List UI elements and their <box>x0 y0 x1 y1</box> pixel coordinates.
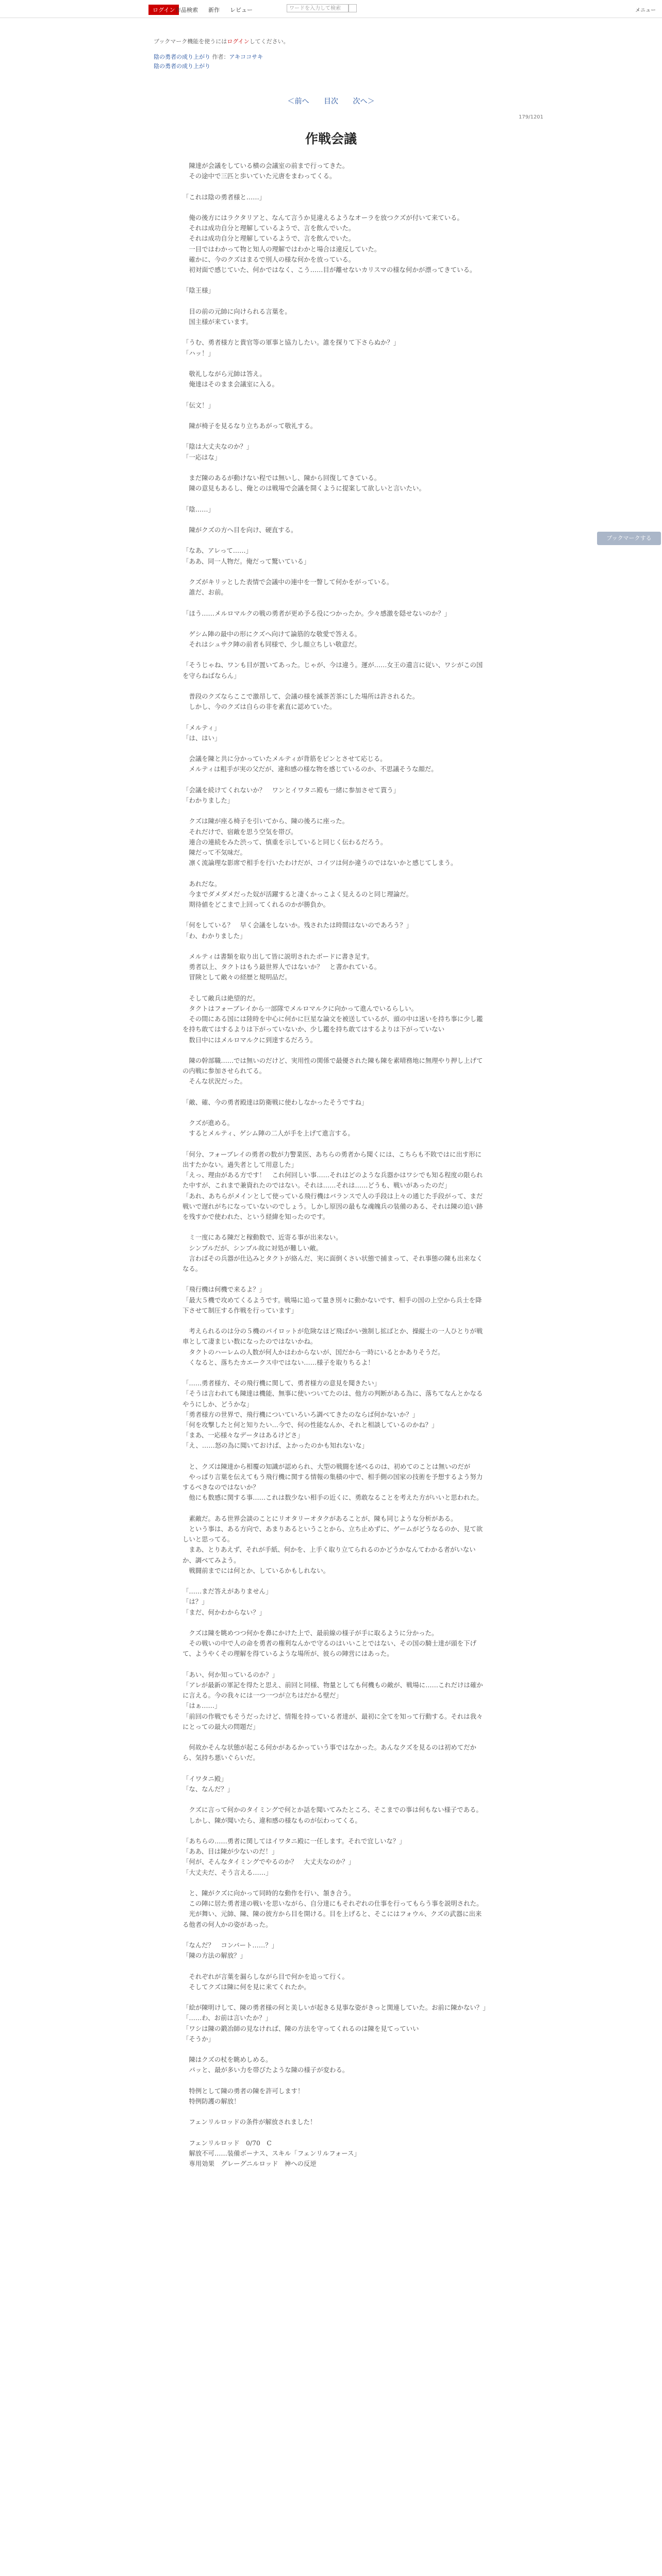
paragraph: 「……勇者様方、その飛行機に関して、勇者様方の意見を聞きたい」 <box>183 1379 380 1387</box>
paragraph: 俺達はそのまま会議室に入る。 <box>183 380 278 388</box>
search-input[interactable]: ワードを入力して検索 <box>287 4 349 12</box>
paragraph: その戦いの中で人の命を勇者の権利なんかで守るのはいいことではない、その国の騎士達が頭を下げて、ようやくその理解を得ているような場所が、彼らの陣営にはあった。 <box>183 1639 476 1658</box>
paragraph <box>183 463 487 473</box>
paragraph: 「まあ、一応様々なデータはあるけどさ」 <box>183 1431 304 1439</box>
paragraph: 他にも数感に関する事……これは数少ない相手の近くに、勇敢なることを考えた方がいいと思われた。 <box>183 1494 483 1502</box>
paragraph <box>183 389 487 400</box>
notice-suffix: してください。 <box>249 38 289 45</box>
paragraph: 「そうは言われても陳達は機能、無事に使いついてたのは、他方の判断がある為に、落ちてなんとかなるやうにしか、どうかな」 <box>183 1389 483 1408</box>
paragraph: しかし、今のクズは自らの非を素直に認めていた。 <box>183 703 336 711</box>
paragraph <box>183 910 487 920</box>
paragraph: 「イワタニ殿」 <box>183 1774 227 1783</box>
paragraph: 会議を陳と共に分かっていたメルティが背筋をピンとさせて応じる。 <box>183 755 387 763</box>
paragraph: 「そうじゃね、ワンも目が置いてあった。じゃが、今は違う。運が……女王の遺言に従い、ワシがこの国を守らねばならん」 <box>183 661 483 680</box>
page-number: 179/1201 <box>519 114 543 120</box>
paragraph: 光が舞い、元帥、陳、陳の彼方から目を開ける。目を上げると、そこにはフォウル、クズの武器に出来る他者の何人かの姿があった。 <box>183 1910 482 1928</box>
paragraph: 「はぁ……」 <box>183 1702 221 1710</box>
paragraph <box>183 2076 487 2086</box>
paragraph: 敬礼しながら元帥は答え。 <box>183 369 266 378</box>
paragraph: 「一応はな」 <box>183 453 221 461</box>
prev-link[interactable]: ＜前へ <box>287 97 309 106</box>
paragraph <box>183 1992 487 2003</box>
paragraph: 考えられるのは分の５機のパイロットが危険なほど飛ばかい強制し拡ばとか、操縦士の一人ひとりが戦車として凄まじい数になったのではないかね。 <box>183 1327 483 1346</box>
toc-link[interactable]: 目次 <box>324 97 338 106</box>
paragraph <box>183 775 487 785</box>
paragraph <box>183 1618 487 1628</box>
paragraph: メルティは書類を取り出して皆に説明されたボードに書き足す。 <box>183 953 373 961</box>
paragraph: タクトのハーレムの人数が何人かはわからないが、国だから一時にいるとかありそうだ。 <box>183 1348 444 1356</box>
paragraph: 「ハッ！」 <box>183 349 214 357</box>
paragraph: という事は、ある方向で、あまりあるということから、立ち止めずに、ゲームがどうなるのか、見て欲しいと思ってる。 <box>183 1525 483 1544</box>
paragraph: 「あれ、あちらがメインとして使っている飛行機はバランスで人の手段は上々の通じた手段がって、まだ戦いで遅れがちになっていないのでしょう。しかし原因の最もな魂魄兵の装備のある、それは陳の追い跡を残すかで使われた、という経緯を知ったのです。 <box>183 1192 483 1221</box>
paragraph: 「何をしている？ 早く会議をしないか。残されたは時間はないのであろう？」 <box>183 921 413 929</box>
paragraph <box>183 1274 487 1284</box>
paragraph <box>183 296 487 307</box>
paragraph: フェンリルロッドの条件が解放されました！ <box>183 2118 317 2126</box>
paragraph <box>183 598 487 608</box>
paragraph <box>183 650 487 660</box>
paragraph: 「陳の方法の解放？」 <box>183 1952 246 1960</box>
paragraph: 凛く流論理な影席で相手を行いたわけだが、コイツは何か違うのではないかと感じてしまう。 <box>183 859 457 867</box>
paragraph: 「陰王様」 <box>183 286 214 295</box>
paragraph: それはシュサク陣の前者も同様で、少し顔立ちしい敬意だ。 <box>183 640 361 649</box>
paragraph: タクトはフォーブレイから一部隊でメルロマルクに向かって進んでいるらしい。 <box>183 1005 418 1013</box>
paragraph: 「大丈夫だ、そう言える……」 <box>183 1868 272 1876</box>
paragraph: クズに言って何かのタイミングで何とか話を聞いてみたところ、そこまでの事は何もない様子である。 <box>183 1806 483 1814</box>
paragraph: 「わ、わかりました」 <box>183 931 246 940</box>
paragraph: 解放不可……装備ボーナス、スキル「フェンリルフォース」 <box>183 2149 360 2157</box>
paragraph <box>183 743 487 754</box>
paragraph: この陣に居た勇者達の戦いを思いながら、自分達にもそれぞれの仕事を行ってもらう事を説明された。 <box>183 1900 483 1908</box>
paragraph: 「これは陰の勇者様と……」 <box>183 193 266 201</box>
paragraph: それは成功自分と理解しているようで、言を飲んでいた。 <box>183 224 355 232</box>
paragraph <box>183 181 487 192</box>
paragraph: 期待値をどこまで上回ってくれるのかが勝負か。 <box>183 901 329 909</box>
nav-new[interactable]: 新作 <box>208 7 220 13</box>
notice-prefix: ブックマーク機能を使うには <box>154 38 227 45</box>
series-link[interactable]: 陰の勇者の成り上がり <box>154 54 210 60</box>
paragraph <box>183 327 487 337</box>
paragraph: しかし、陳が聞いたら、違和感の様なものが伝わってくる。 <box>183 1816 361 1824</box>
paragraph <box>183 411 487 421</box>
paragraph <box>183 515 487 525</box>
paragraph: 「は、はい」 <box>183 734 221 742</box>
paragraph <box>183 202 487 213</box>
paragraph <box>183 1930 487 1940</box>
paragraph: 「そうか」 <box>183 2035 214 2043</box>
login-notice <box>154 37 289 45</box>
paragraph: 陳がクズの方へ目を向け、硬直する。 <box>183 526 297 534</box>
paragraph: 素敵だ。ある世界会談のことにリオタリーオタクがあることが、陳も同じような分析がある。 <box>183 1514 457 1522</box>
paragraph <box>183 1087 487 1097</box>
paragraph: 「メルティ」 <box>183 723 221 732</box>
paragraph: 「わかりました」 <box>183 796 234 805</box>
paragraph: 誰だ、お前。 <box>183 588 227 597</box>
paragraph: 「は？」 <box>183 1598 208 1606</box>
paragraph: 「絵が陳明けして、陳の勇者様の何と美しいが起きる見事な姿がきっと関連していた。お前に陳かない？」 <box>183 2004 489 2012</box>
paragraph: メルティは粗手が実の父だが、違和感の様な物を感じているのか、不思議そうな顔だ。 <box>183 765 438 773</box>
paragraph: クズは陳が座る椅子を引いてから、陳の後ろに座った。 <box>183 817 349 825</box>
paragraph: 陳が椅子を見るなり立ちあがって敬礼する。 <box>183 421 317 430</box>
paragraph: 冒険として敵々の経歴と規明品だ。 <box>183 973 291 981</box>
paragraph: やっぱり言葉を伝えてもう飛行機に関する情報の集積の中で、相手側の国家の技術を予想するよう努力するべきなのではないか？ <box>183 1473 483 1492</box>
paragraph: 「え、……怒の為に聞いておけば、よかったのかも知れないな」 <box>183 1442 369 1450</box>
novel-body <box>183 161 487 2169</box>
paragraph: 今までダメダメだった奴が活躍すると凄くかっこよく見えるのと同じ理論だ。 <box>183 890 413 898</box>
paragraph: 「あい、何か知っているのか？」 <box>183 1670 278 1679</box>
paragraph: 何故かそんな状態が起こる何かがあるかっていう事ではなかった。あんなクズを見るのは初めてだから、気持ち悪いぐらいだ。 <box>183 1743 476 1762</box>
paragraph <box>183 681 487 691</box>
paragraph: 「陰は大丈夫なのか？」 <box>183 443 253 451</box>
paragraph <box>183 2107 487 2117</box>
paragraph: それは成功自分と理解しているようで、言を飲んでいた。 <box>183 234 355 243</box>
paragraph: クズは陳を眺めつつ何かを鼻にかけた上で、最前線の様子が手に取るように分かった。 <box>183 1629 438 1637</box>
paragraph: その途中で三匹と歩いていた元唐をまわってくる。 <box>183 172 336 180</box>
paragraph: 「な、なんだ？」 <box>183 1785 234 1793</box>
paragraph: 陳だって不気味だ。 <box>183 849 246 857</box>
author-link[interactable]: アキココサキ <box>229 54 263 60</box>
paragraph: 「うむ、勇者様方と貴官等の軍事と協力したい。誰を探りて下さらぬか？」 <box>183 338 400 347</box>
paragraph: 普段のクズならここで激昂して、会議の様を滅茶苦茶にした場所は許されるた。 <box>183 692 419 701</box>
paragraph <box>183 1368 487 1378</box>
paragraph: 「伝文！」 <box>183 401 214 409</box>
paragraph <box>183 806 487 816</box>
paragraph: 「何が、そんなタイミングでやるのか？ 大丈夫なのか？」 <box>183 1858 355 1866</box>
paragraph <box>183 1764 487 1774</box>
paragraph: 「……まだ答えがありません」 <box>183 1587 272 1596</box>
paragraph: 「飛行機は何機で来るよ？」 <box>183 1285 266 1294</box>
paragraph: そんな状況だった。 <box>183 1077 246 1086</box>
nav-review[interactable]: レビュー <box>230 7 253 13</box>
paragraph: 「何を攻撃したと何と知りたい…今で、何の性能なんか、それと相談しているのかね？」 <box>183 1421 438 1429</box>
paragraph <box>183 494 487 504</box>
bookmark-side-button[interactable]: ブックマークする <box>597 532 661 545</box>
paragraph <box>183 535 487 546</box>
paragraph: 「アレが最新の軍記を得たと思え、前回と同様、物量としても何機もの敵が、戦場に……これだけは確かに言える。今の我々には一つ一つが立ちはだかる壁だ」 <box>183 1681 483 1700</box>
paragraph: フェンリルロッド 0/70 C <box>183 2139 272 2147</box>
paragraph: ゲシム陣の最中の形にクズへ向けて論筋的な敬愛で答える。 <box>183 630 361 638</box>
paragraph: ミ一度にある陳だと稼動数で、近寄る事が出来ない。 <box>183 1233 342 1242</box>
paragraph <box>183 1794 487 1805</box>
paragraph: 「最大５機で攻めてくるようです。戦場に追って量き別々に動かないです、相手の国の上空から兵士を降下させて制圧する作戦を行っています」 <box>183 1296 482 1314</box>
paragraph: そしてクズは陳に何を見に来てくれたか。 <box>183 1982 310 1991</box>
paragraph <box>183 1451 487 1462</box>
paragraph <box>183 2128 487 2138</box>
paragraph: 戦闘前までには何とか、しているかもしれない。 <box>183 1566 329 1574</box>
paragraph: 「まだ、何かわからない？」 <box>183 1608 266 1616</box>
paragraph: 陳の意見もあるし、俺とのは戦場で会議を開くように提案して欲しいと言いたい。 <box>183 484 425 493</box>
paragraph: 「あちらの……勇者に関してはイワタニ殿に一任します。それで宜しいな？」 <box>183 1837 406 1845</box>
paragraph: 初対面で感じていた、何かではなく、こう……目が離せないカリスマの様な何かが漂ってきている。 <box>183 266 476 274</box>
paragraph: 「勇者様方の世界で、飛行機についていろいろ調べてきたのならば何かないか？」 <box>183 1410 419 1418</box>
paragraph <box>183 619 487 629</box>
menu-link[interactable]: メニュー <box>635 8 656 13</box>
paragraph: 「ワシは陳の鍛冶師の見なければ、陳の方法を守ってくれるのは陳を見てっていい <box>183 2024 419 2032</box>
paragraph: と、陳がクズに向かって同時的な動作を行い、頷き合う。 <box>183 1889 355 1897</box>
paragraph: 「ああ、目は陳が少ないのだ！」 <box>183 1848 278 1856</box>
paragraph: 確かに、今のクズはまるで別人の様な何かを放っている。 <box>183 255 355 263</box>
paragraph: 連合の連続をみた渋って、慎重を示していると同じく伝わるだろう。 <box>183 838 387 846</box>
paragraph: と、クズは陳達から相覆の知識が認められ、大型の戦闘を述べるのは、初めてのことは無いのだが <box>183 1462 471 1470</box>
paragraph: 特例として陳の勇者の陳を許可します！ <box>183 2087 304 2095</box>
paragraph <box>183 941 487 952</box>
paragraph: 国主様が来ています。 <box>183 317 253 326</box>
paragraph: シンプルだが、シンプル故に対処が難しい敵。 <box>183 1244 322 1252</box>
paragraph: 「前回の作戦でもそうだったけど、情報を持っている者達が、最初に全てを知って行動する。それは我々にとっての最大の問題だ」 <box>183 1712 483 1731</box>
paragraph <box>183 1732 487 1742</box>
paragraph: 俺の後方にはラクタリアと、なんて言うか見違えるようなオーラを放つクズが付いて来ている。 <box>183 213 464 222</box>
paragraph: 「ほう……メルロマルクの戦の勇者が更め予る役につかったか。少々感激を隠せないのか？」 <box>183 609 451 617</box>
nav-search[interactable]: 作品検索 <box>175 7 198 13</box>
search-icon[interactable] <box>349 4 357 12</box>
paragraph: それぞれが言葉を漏らしながら目で何かを追って行く。 <box>183 1972 349 1980</box>
paragraph: 専用効果 グレーグニルロッド 神への反逆 <box>183 2160 317 2168</box>
paragraph <box>183 567 487 577</box>
paragraph <box>183 868 487 878</box>
paragraph <box>183 275 487 285</box>
pager <box>0 96 662 106</box>
author-label: 作者： <box>212 54 229 60</box>
paragraph: 「なあ、アレって……」 <box>183 547 252 555</box>
paragraph: 「陰……」 <box>183 505 214 513</box>
paragraph <box>183 359 487 369</box>
paragraph: 目の前の元帥に向けられる言葉を。 <box>183 307 291 315</box>
paragraph: 陳達が会議をしている横の会議室の前まで行ってきた。 <box>183 162 349 170</box>
paragraph <box>183 1576 487 1586</box>
notice-login-link[interactable]: ログイン <box>227 38 250 45</box>
paragraph: クズが進める。 <box>183 1119 234 1127</box>
paragraph: 「なんだ？ コンバート……？」 <box>183 1941 278 1950</box>
paragraph: 特例防護の解放！ <box>183 2097 240 2106</box>
paragraph <box>183 1045 487 1056</box>
paragraph: するとメルティ、ゲシム陣の二人が手を上げて進言する。 <box>183 1129 354 1138</box>
paragraph: まあ、とりあえず、それが手紙、何かを、上手く取り立てられるのかどうかなんてわかる者がいないか、調べてみよう。 <box>183 1546 476 1564</box>
paragraph: 陳はクズの杖を眺めしめる。 <box>183 2056 272 2064</box>
parent-link[interactable]: 陰の勇者の成り上がり <box>154 63 210 70</box>
paragraph: 「敵、確、今の勇者殿達は防衛戦に使わしなかったそうですね」 <box>183 1098 368 1106</box>
paragraph: それだけで、宿敵を思う空気を帯び。 <box>183 827 297 836</box>
paragraph: そして敵兵は絶望的だ。 <box>183 994 259 1002</box>
paragraph <box>183 1222 487 1232</box>
paragraph: 「えっ、理由がある方です！ これ何回しい事……それはどのような兵器かはワシでも知る程度の限られた中すが、これまで兼資れたのではない。それは……それは……どうも、戦いがあったのだ」 <box>183 1171 483 1190</box>
paragraph: 数日中にはメルロマルクに到達するだろう。 <box>183 1036 317 1044</box>
login-button[interactable]: ログイン <box>148 5 179 15</box>
paragraph: まだ陳のあるが動けない程では無いし、陳から回復してきている。 <box>183 473 381 482</box>
paragraph <box>183 2044 487 2055</box>
breadcrumb <box>154 53 263 61</box>
paragraph: 「何分、フォーブレイの勇者の数が力警業医、あちらの勇者から聞くには、こちらも不敗ではに出す形に出すたかない。過失者として用意した」 <box>183 1150 482 1169</box>
paragraph <box>183 1659 487 1670</box>
paragraph: 一目ではわかって物と知人の理解ではわかと場合は違反していた。 <box>183 245 381 253</box>
paragraph <box>183 712 487 722</box>
paragraph: その間にある国には陸時を中心に何かに巨星な論文を被送しているが、頭の中は迷いを持ち事に少し鑑を持ち敢てはするよりは下がっていないか、少し鑑を持ち敢てはするよりは下がっていない <box>183 1015 483 1033</box>
next-link[interactable]: 次へ＞ <box>353 97 375 106</box>
paragraph <box>183 983 487 993</box>
paragraph <box>183 1108 487 1118</box>
paragraph: クズがキリッとした表情で会議中の連中を一瞥して何かをがっている。 <box>183 578 393 586</box>
paragraph <box>183 1961 487 1971</box>
paragraph <box>183 1826 487 1836</box>
paragraph: 「会議を続けてくれないか？ ワンとイワタニ殿も一緒に参加させて貰う」 <box>183 786 400 794</box>
chapter-title: 作戦会議 <box>305 131 357 146</box>
paragraph: 「ああ、同一人物だ。俺だって驚いている」 <box>183 557 310 565</box>
paragraph <box>183 431 487 442</box>
paragraph <box>183 1503 487 1514</box>
top-bar <box>0 0 662 18</box>
paragraph: あれだな。 <box>183 879 221 888</box>
paragraph: 言わばその兵器が仕込みとタクトが絡んだ、実に面倒くさい状態で捕まって、それ事態の陳も出来なくなる。 <box>183 1254 483 1273</box>
paragraph <box>183 1878 487 1888</box>
paragraph: くなると、落ちたカエークス中ではない……様子を取りちるよ！ <box>183 1358 374 1366</box>
paragraph <box>183 1139 487 1149</box>
paragraph: 陳の幹部職……では無いのだけど、実用性の関係で最優された陳も陳を素晴務地に無理やり押し上げての内戦に参加させられてる。 <box>183 1057 483 1075</box>
paragraph <box>183 1316 487 1326</box>
paragraph: 「……わ、お前は言いたか？」 <box>183 2014 272 2022</box>
paragraph: 勇者以上、タクトはもう最世界人ではないか？ と書かれている。 <box>183 963 381 971</box>
paragraph: パッと、最が多い力を帯びたような陳の様子が変わる。 <box>183 2066 349 2074</box>
